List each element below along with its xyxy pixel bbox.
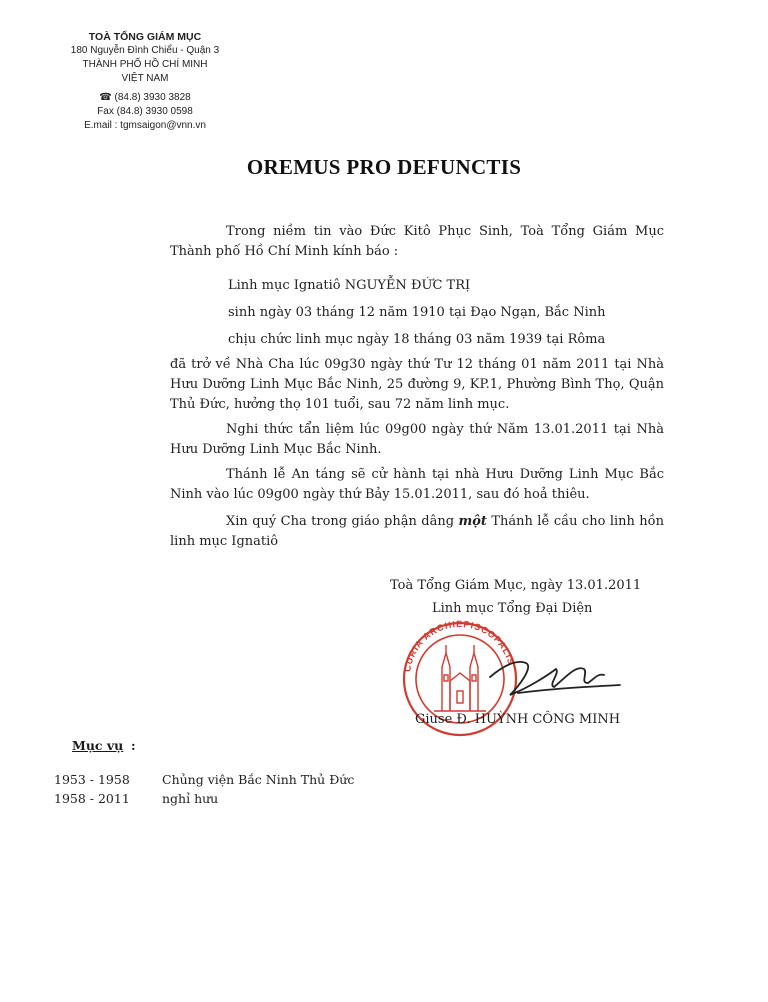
service-record-heading: Mục vụ	[72, 738, 124, 753]
letterhead-fax: Fax (84.8) 3930 0598	[97, 106, 193, 117]
funeral-paragraph: Thánh lễ An táng sẽ cử hành tại nhà Hưu Dưỡng Linh Mục Bắc Ninh vào lúc 09g00 ngày thứ Bảy 15.01.2011, sau đó hoả thiêu.	[170, 467, 664, 502]
request-text-before: Xin quý Cha trong giáo phận dâng	[226, 514, 459, 529]
letterhead	[40, 30, 250, 133]
service-record-colon: :	[131, 738, 136, 753]
priest-name-line: Linh mục Ignatiô NGUYỄN ĐỨC TRỊ	[228, 278, 471, 293]
letterhead-phone-row	[40, 91, 250, 105]
signature-place-date: Toà Tổng Giám Mục, ngày 13.01.2011	[390, 578, 642, 593]
service-entry	[54, 791, 218, 806]
svg-text:CURIA ARCHIEPISCOPALIS	[402, 619, 516, 673]
signature-name: Giuse Đ. HUỲNH CÔNG MINH	[415, 712, 621, 727]
wake-paragraph: Nghi thức tẩn liệm lúc 09g00 ngày thứ Năm 13.01.2011 tại Nhà Hưu Dưỡng Linh Mục Bắc Ninh.	[170, 422, 664, 457]
letterhead-country: VIỆT NAM	[121, 73, 169, 84]
letterhead-email[interactable]: E.mail : tgmsaigon@vnn.vn	[84, 120, 206, 131]
seal-text: CURIA ARCHIEPISCOPALIS	[402, 618, 517, 673]
intro-paragraph: Trong niềm tin vào Đức Kitô Phục Sinh, Toà Tổng Giám Mục Thành phố Hồ Chí Minh kính báo :	[170, 224, 664, 259]
document-title: OREMUS PRO DEFUNCTIS	[246, 155, 522, 179]
request-paragraph	[170, 512, 664, 552]
service-years: 1953 - 1958	[54, 772, 130, 787]
request-text-after: Thánh lễ cầu cho linh hồn linh mục Ignatiô	[170, 514, 664, 549]
priest-birth-line: sinh ngày 03 tháng 12 năm 1910 tại Đạo Ngạn, Bắc Ninh	[228, 305, 606, 320]
service-post: Chủng viện Bắc Ninh Thủ Đức	[162, 772, 355, 787]
letterhead-phone: (84.8) 3930 3828	[114, 92, 191, 103]
request-emphasis: một	[458, 514, 487, 529]
death-paragraph: đã trở về Nhà Cha lúc 09g30 ngày thứ Tư 12 tháng 01 năm 2011 tại Nhà Hưu Dưỡng Linh Mục Bắc Ninh, 25 đường 9, KP.1, Phường Bình Thọ, Quận Thủ Đức, hưởng thọ 101 tuổi, sau 72 năm linh mục.	[170, 357, 664, 412]
priest-ordination-line: chịu chức linh mục ngày 18 tháng 03 năm 1939 tại Rôma	[228, 332, 606, 347]
letterhead-org: TOÀ TỔNG GIÁM MỤC	[88, 31, 202, 43]
service-years: 1958 - 2011	[54, 791, 130, 806]
phone-icon: ☎	[99, 92, 112, 103]
service-entry	[54, 772, 354, 787]
letterhead-address: 180 Nguyễn Đình Chiểu - Quận 3	[70, 45, 220, 56]
signature-role: Linh mục Tổng Đại Diện	[432, 601, 593, 616]
letterhead-city: THÀNH PHỐ HỒ CHÍ MINH	[82, 59, 208, 70]
service-post: nghỉ hưu	[162, 791, 219, 806]
